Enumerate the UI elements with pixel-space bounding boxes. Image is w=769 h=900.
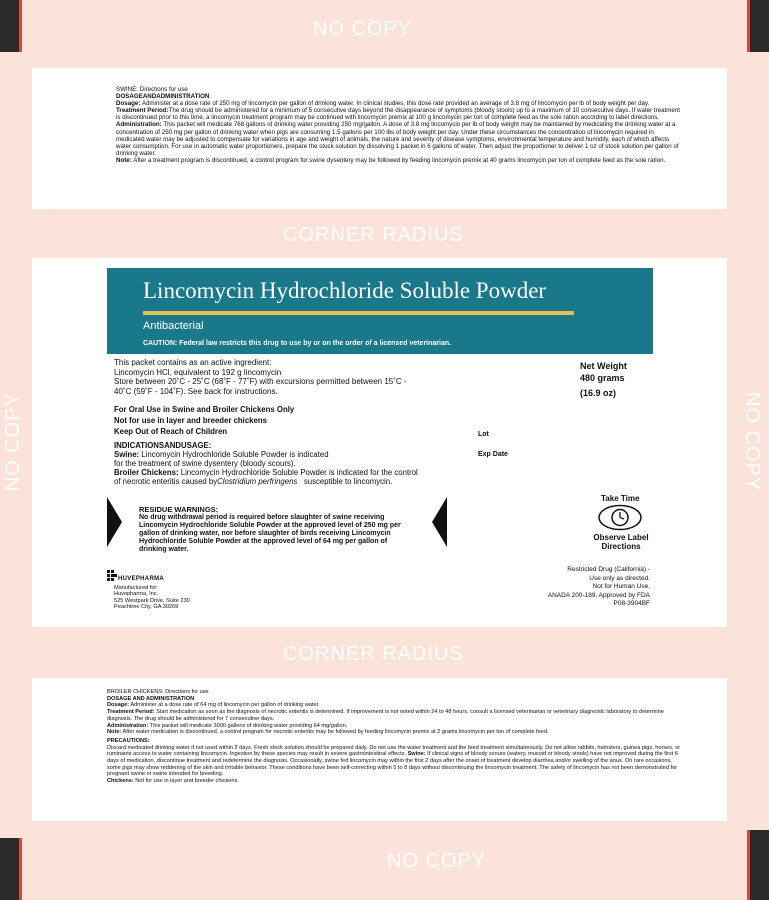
swine-treatment-text: The drug should be administered for a minimum of 5 consecutive days beyond the disappearance of symptoms (bloody stools) up to a maximum of 10 consecutive days. If water treatment is discontinued prior to this time, a lincomycin treatment program may be continued with lincomycin premix at 100 g lincomycin per ton of complete feed as the sole ration according to label directions. (116, 107, 681, 122)
corner-mark-top-right-red (747, 0, 750, 52)
broiler-admin-label: Administration: (107, 722, 149, 729)
broiler-note-label: Note: (107, 729, 122, 736)
swine-admin-label: Administration: (116, 121, 162, 129)
indications-heading: INDICATIONSANDUSAGE: (114, 441, 212, 450)
regulatory-line: P08-3904BF (613, 600, 650, 607)
observe-line: Observe Label (593, 533, 649, 542)
use-statements (114, 404, 294, 437)
residue-line: Hydrochloride Soluble Powder at the approved level of 64 mg per gallon of (139, 538, 388, 545)
huvepharma-logo-icon (107, 570, 117, 582)
broiler-treatment-label: Treatment Period: (107, 709, 155, 716)
use-line: Keep Out of Reach of Children (114, 427, 228, 436)
residue-line: gallon of drinking water, nor before slaughter of birds receiving Lincomycin (139, 530, 391, 537)
swine-indication-text: Lincomycin Hydrochloride Soluble Powder is indicated (139, 450, 329, 459)
broiler-dosage-label: Dosage: (107, 702, 130, 709)
net-weight-block (580, 360, 627, 399)
arrow-left-icon (107, 497, 122, 547)
broiler-heading: DOSAGE AND ADMINISTRATION (107, 695, 195, 702)
product-title: Lincomycin Hydrochloride Soluble Powder (143, 278, 547, 303)
manufacturer-line: Manufactured for: (114, 585, 158, 591)
take-time-label: Take Time (601, 494, 640, 503)
corner-mark-top-left (0, 0, 19, 52)
swine-indication-text-2: for the treatment of swine dysentery (bloody scours). (114, 459, 296, 468)
residue-line: drinking water. (139, 546, 189, 553)
residue-heading: RESIDUE WARNINGS: (139, 505, 219, 514)
broiler-indication-text-2a: of necrotic enteritis caused by (114, 477, 218, 486)
broiler-directions-panel (32, 678, 727, 821)
broiler-directions-text (107, 689, 681, 785)
corner-mark-top-right (750, 0, 769, 52)
precautions-chickens-label: Chickens: (107, 778, 134, 785)
exp-date-label: Exp Date (478, 451, 508, 458)
watermark-bottom: NO COPY (387, 850, 487, 872)
observe-line: Directions (601, 542, 641, 551)
precautions-heading: PRECAUTIONS: (107, 737, 150, 744)
regulatory-block (548, 566, 650, 609)
swine-heading: DOSAGEANDADMINISTRATION (116, 93, 210, 101)
broiler-indication-label: Broiler Chickens: (114, 468, 179, 477)
broiler-dosage-text: Administer at a dose rate of 64 mg of lincomycin per gallon of drinking water. (130, 702, 320, 709)
broiler-title: BROILER CHICKENS: Directions for use (107, 689, 209, 695)
net-weight-label: Net Weight (580, 361, 627, 371)
caution-statement: CAUTION: Federal law restricts this drug to use by or on the order of a licensed veterinarian. (143, 340, 452, 347)
broiler-admin-text: This packet will medicate 3000 gallons of drinking water providing 64 mg/gallon. (149, 722, 348, 729)
watermark-top: NO COPY (313, 18, 413, 40)
swine-note-label: Note: (116, 156, 132, 164)
watermark-right: NO COPY (741, 392, 763, 492)
broiler-treatment-text: Start medication as soon as the diagnosis of necrotic enteritis is determined. If improvement is not noted within 24 to 48 hours, consult a licensed veterinarian or veterinary diagnostic laboratory to determine diagnosis. The drug should be administered for 7 consecutive days. (107, 709, 664, 722)
product-subtitle: Antibacterial (143, 320, 204, 332)
swine-dosage-label: Dosage: (116, 100, 141, 108)
swine-dosage-text: Administer at a dose rate of 250 mg of lincomycin per gallon of drinking water. In clinical studies, this dose rate provided an average of 3.8 mg of lincomycin per lb of body weight per day. (141, 100, 650, 108)
swine-directions-panel (32, 68, 727, 209)
manufacturer-block (114, 585, 190, 611)
organism-name: Clostridium perfringens (217, 477, 298, 486)
precautions-chickens-text: Not for use in layer and breeder chickens. (135, 778, 239, 785)
net-weight-value: 480 grams (580, 373, 625, 383)
arrow-right-icon (432, 497, 447, 547)
corner-mark-bottom-right-red (747, 830, 750, 900)
clock-shield-icon (597, 504, 643, 531)
swine-treatment-label: Treatment Period: (116, 107, 169, 115)
precautions-swine-label: Swine: (407, 751, 426, 758)
swine-indication-label: Swine: (114, 450, 140, 459)
swine-title: SWINE: Directions for use (116, 86, 188, 93)
manufacturer-line: Huvepharma, Inc. (114, 591, 159, 598)
swine-directions-text (116, 86, 682, 164)
precautions-text: Discard medicated drinking water if not used within 2 days. Fresh stock solution should be prepared daily. Do not use the water treatment and the feed treatment simultaneously. Do not allow rabbits, hamsters, guinea pigs, horses, or ruminants access to water containing lincomycin. Ingestion by these species may result in severe gastrointestinal effects. (107, 744, 681, 758)
residue-line: No drug withdrawal period is required before slaughter of swine receiving (139, 514, 385, 521)
net-weight-oz: (16.9 oz) (580, 388, 617, 398)
watermark-corner-radius-1: CORNER RADIUS (283, 224, 464, 246)
swine-admin-text: This packet will medicate 768 gallons of drinking water providing 250 mg/gallon. A dose of 3.8 mg lincomycin per lb of body weight may be maintained by medicating the drinking water at a concentration of 250 mg per gallon of drinking water when pigs are consuming 1.5 gallons per 100 lbs of body weight per day. Under these circumstances the concentration of lincomycin required in medicated water may be adjusted to compensate for variations in age and weight of animals, the nature and severity of disease symptoms, environmental temperature and humidity, each of which affects water consumption. For use in automatic water proportioners, prepare the stock solution by dissolving 1 packet in 6 gallons of water. Then adjust the proportioner to deliver 1 oz of stock solution per gallon of drinking water. (116, 121, 679, 157)
ingredient-line: This packet contains as an active ingredient: (114, 358, 272, 367)
title-underline (143, 311, 574, 315)
corner-mark-top-left-red (19, 0, 22, 52)
broiler-indication-text: Lincomycin Hydrochloride Soluble Powder is indicated for the control (178, 468, 418, 477)
ingredient-line: 40˚C (59˚F - 104˚F). See back for instructions. (114, 386, 278, 396)
regulatory-line: Use only as directed. (589, 574, 650, 582)
residue-line: Lincomycin Hydrochloride Soluble Powder at the approved level of 250 mg per (139, 522, 401, 529)
regulatory-line: Restricted Drug (California) - (567, 566, 650, 573)
residue-warnings (139, 506, 401, 554)
swine-note-text: After a treatment program is discontinued, a control program for swine dysentery may be followed by feeding lincomycin premix at 40 grams lincomycin per ton of complete feed as the sole ration. (133, 156, 666, 164)
ingredient-block (114, 358, 407, 396)
watermark-corner-radius-2: CORNER RADIUS (283, 643, 464, 665)
broiler-note-text: After water medication is discontinued, a control program for necrotic enteritis may be followed by feeding lincomycin premix at 2 grams lincomycin per ton of complete feed. (122, 729, 549, 736)
ingredient-line: Lincomycin HCl, equivalent to 192 g lincomycin (114, 367, 282, 377)
observe-label (592, 533, 650, 551)
regulatory-line: ANADA 200-189, Approved by FDA (547, 591, 650, 599)
use-line: For Oral Use in Swine and Broiler Chickens Only (114, 405, 295, 414)
ingredient-line: Store between 20˚C - 25˚C (68˚F - 77˚F) with excursions permitted between 15˚C - (114, 377, 407, 387)
corner-mark-bottom-right (750, 830, 769, 900)
manufacturer-line: 525 Westpark Drive, Suite 230 (114, 597, 190, 604)
manufacturer-line: Peachtree City, GA 30269 (114, 604, 179, 611)
huvepharma-logo-text: HUVEPHARMA (118, 576, 165, 582)
title-band (107, 268, 653, 354)
watermark-left: NO COPY (2, 392, 24, 492)
regulatory-line: Not for Human Use. (592, 583, 650, 590)
indications-block (114, 441, 418, 486)
lot-label: Lot (478, 431, 489, 438)
corner-mark-bottom-left (0, 838, 19, 900)
precautions-swine-text: If clinical signs of bloody scours (watery, mucoid or bloody stools) have not improved during the first 6 days of medication, discontinue treatment and redetermine the diagnosis. Occasionally, swine fed lincomycin may within the first 2 days after the onset of treatment develop diarrhea and/or swelling of the anus. On rare occasions, some pigs may show reddening of the skin and irritable behavior. These conditions have been self-correcting within 5 to 8 days without discontinuing the lincomycin treatment. The safety of lincomycin has not been demonstrated for pregnant swine or swine intended for breeding. (107, 751, 678, 778)
use-line: Not for use in layer and breeder chickens (114, 416, 267, 425)
broiler-indication-text-2c: susceptible to lincomycin. (303, 477, 393, 486)
corner-mark-bottom-left-red (19, 838, 22, 900)
